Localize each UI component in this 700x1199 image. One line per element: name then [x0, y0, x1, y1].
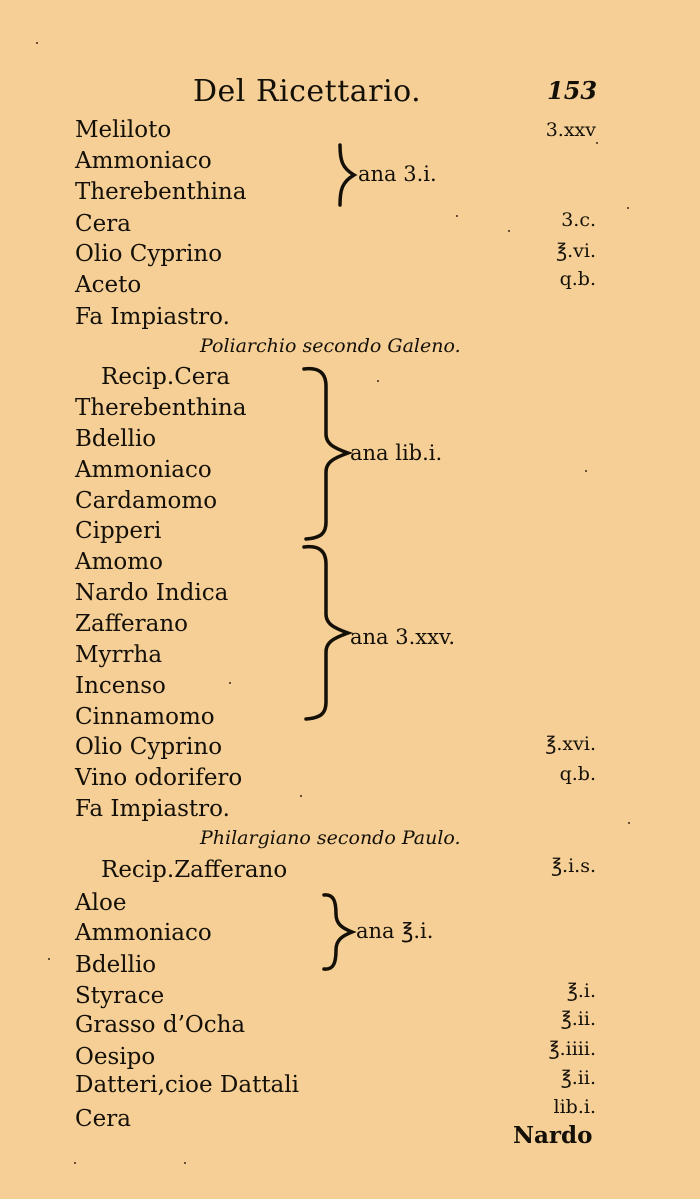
- ana-annotation: ana lib.i.: [350, 441, 443, 465]
- ingredient-line: Ammoniaco: [75, 920, 212, 946]
- brace-icon: [328, 142, 360, 208]
- dose-value: 3.xxv: [545, 119, 596, 141]
- ingredient-line: Recip.Zafferano: [101, 857, 288, 883]
- print-speck: [48, 958, 50, 960]
- ana-annotation: ana ℥.i.: [356, 919, 434, 943]
- dose-value: ℥.xvi.: [545, 733, 596, 755]
- print-speck: [596, 142, 598, 144]
- print-speck: [456, 215, 458, 217]
- ingredient-line: Aloe: [75, 890, 127, 916]
- ingredient-line: Styrace: [75, 983, 165, 1009]
- print-speck: [300, 795, 302, 797]
- ingredient-line: Therebenthina: [75, 395, 247, 421]
- ingredient-line: Oesipo: [75, 1044, 156, 1070]
- print-speck: [377, 380, 379, 382]
- dose-value: q.b.: [559, 763, 596, 785]
- brace-icon: [300, 544, 352, 722]
- ingredient-line: Cera: [75, 211, 131, 237]
- print-speck: [585, 470, 587, 472]
- ingredient-line: Meliloto: [75, 117, 172, 143]
- dose-value: ℥.vi.: [556, 240, 596, 262]
- print-speck: [184, 1162, 186, 1164]
- catchword: Nardo: [513, 1122, 593, 1149]
- ingredient-line: Incenso: [75, 673, 166, 699]
- ingredient-line: Olio Cyprino: [75, 241, 223, 267]
- ingredient-line: Bdellio: [75, 426, 157, 452]
- print-speck: [229, 682, 231, 684]
- print-speck: [628, 822, 630, 824]
- ingredient-line: Therebenthina: [75, 179, 247, 205]
- ingredient-line: Ammoniaco: [75, 148, 212, 174]
- print-speck: [74, 1162, 76, 1164]
- recipe-subtitle: Poliarchio secondo Galeno.: [200, 335, 461, 357]
- ingredient-line: Cinnamomo: [75, 704, 215, 730]
- ingredient-line: Amomo: [75, 549, 163, 575]
- brace-icon: [318, 892, 358, 972]
- ingredient-line: Datteri,cioe Dattali: [75, 1072, 299, 1098]
- dose-value: ℥.i.s.: [551, 855, 596, 877]
- page-title: Del Ricettario.: [193, 74, 422, 109]
- dose-value: ℥.ii.: [560, 1067, 596, 1089]
- ingredient-line: Cipperi: [75, 518, 162, 544]
- print-speck: [627, 207, 629, 209]
- print-speck: [36, 42, 38, 44]
- print-speck: [508, 230, 510, 232]
- ingredient-line: Fa Impiastro.: [75, 796, 230, 822]
- ingredient-line: Bdellio: [75, 952, 157, 978]
- ana-annotation: ana 3.i.: [358, 162, 437, 186]
- ingredient-line: Myrrha: [75, 642, 163, 668]
- ingredient-line: Cera: [75, 1106, 131, 1132]
- dose-value: ℥.i.: [566, 980, 596, 1002]
- dose-value: ℥.iiii.: [548, 1038, 596, 1060]
- dose-value: 3.c.: [561, 209, 596, 231]
- ingredient-line: Olio Cyprino: [75, 734, 223, 760]
- ingredient-line: Cardamomo: [75, 488, 218, 514]
- dose-value: ℥.ii.: [560, 1008, 596, 1030]
- ingredient-line: Recip.Cera: [101, 364, 231, 390]
- ingredient-line: Fa Impiastro.: [75, 304, 230, 330]
- ingredient-line: Zafferano: [75, 611, 189, 637]
- ingredient-line: Grasso d’Ocha: [75, 1012, 246, 1038]
- ingredient-line: Ammoniaco: [75, 457, 212, 483]
- dose-value: lib.i.: [553, 1096, 596, 1118]
- ingredient-line: Nardo Indica: [75, 580, 229, 606]
- dose-value: q.b.: [559, 268, 596, 290]
- brace-icon: [300, 366, 352, 542]
- ingredient-line: Vino odorifero: [75, 765, 243, 791]
- ingredient-line: Aceto: [75, 272, 142, 298]
- ana-annotation: ana 3.xxv.: [350, 625, 456, 649]
- recipe-subtitle: Philargiano secondo Paulo.: [200, 827, 461, 849]
- page-number: 153: [547, 76, 598, 105]
